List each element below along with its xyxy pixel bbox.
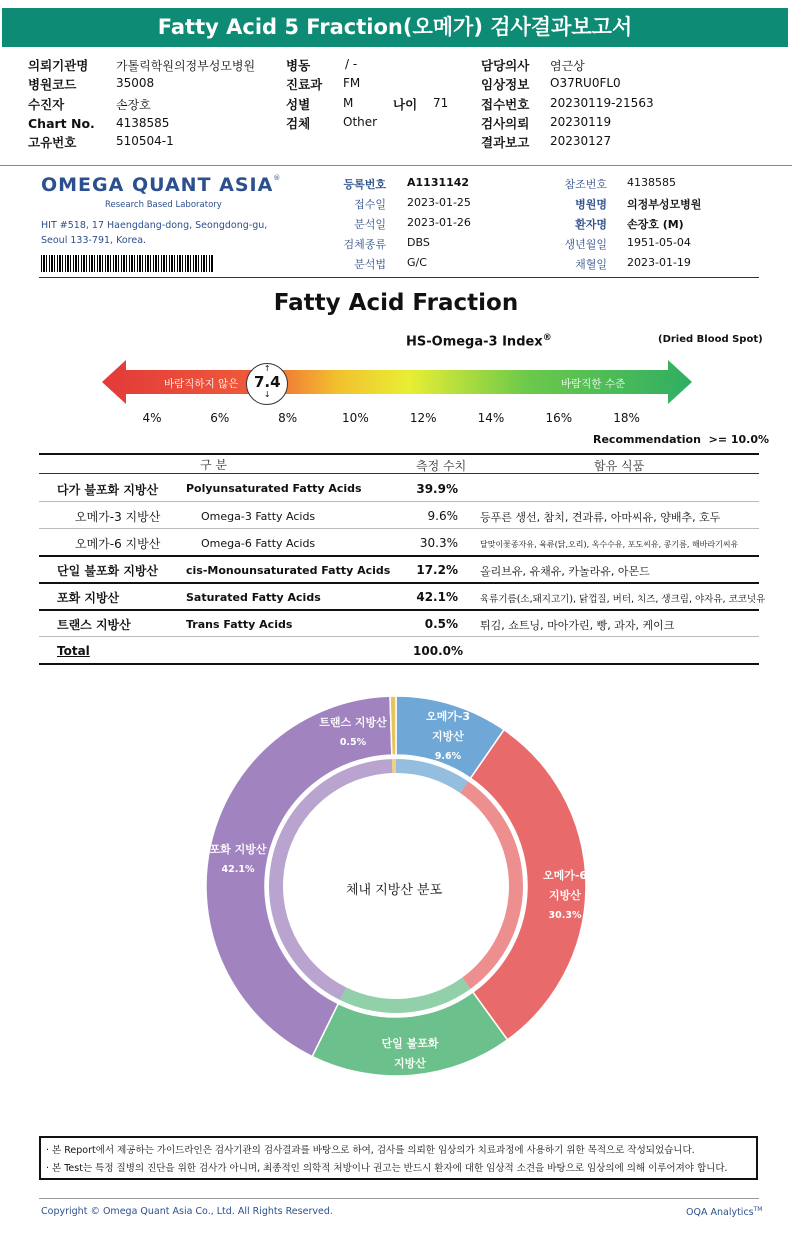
chart-no-label: Chart No. <box>28 116 95 131</box>
received-value: 2023-01-25 <box>407 196 471 209</box>
sex-value: M <box>343 96 354 110</box>
row-en: Omega-3 Fatty Acids <box>201 510 316 523</box>
unique-id-value: 510504-1 <box>116 134 174 148</box>
method-label: 분석법 <box>354 258 386 271</box>
header-divider <box>0 165 792 166</box>
undesirable-label: 바람직하지 않은 <box>164 378 239 390</box>
mono-label-1: 단일 불포화 <box>381 1037 439 1050</box>
report-date-label: 결과보고 <box>481 135 530 150</box>
section-title: Fatty Acid Fraction <box>273 290 519 316</box>
collection-date-label: 채혈일 <box>575 258 607 271</box>
row-value: 42.1% <box>416 590 458 604</box>
row-value: 9.6% <box>427 509 458 523</box>
reg-no-label: 등록번호 <box>343 178 386 191</box>
row-food: 튀김, 쇼트닝, 마아가린, 빵, 과자, 케이크 <box>480 619 675 632</box>
receipt-no-label: 접수번호 <box>481 97 530 112</box>
patient-name-value: 손장호 (M) <box>627 218 684 231</box>
hospital-value: 의정부성모병원 <box>627 198 702 211</box>
row-en: Trans Fatty Acids <box>186 618 293 631</box>
row-en: Polyunsaturated Fatty Acids <box>186 482 362 495</box>
omega3-label-1: 오메가-3 <box>425 710 471 723</box>
brand <box>686 1206 762 1218</box>
omega6-label-1: 오메가-6 <box>542 869 588 882</box>
segment-label-saturated <box>198 840 278 880</box>
hospital-code-value: 35008 <box>116 76 155 90</box>
scale-tick: 10% <box>342 411 369 425</box>
omega3-value: 9.6% <box>434 751 462 762</box>
segment-label-omega6 <box>530 866 600 926</box>
row-ko: 오메가-6 지방산 <box>75 537 161 551</box>
omega6-value: 30.3% <box>548 910 582 921</box>
index-title-mark: ® <box>542 333 552 343</box>
sample-note: (Dried Blood Spot) <box>658 334 763 345</box>
row-ko: 포화 지방산 <box>57 591 120 605</box>
row-divider <box>39 528 759 529</box>
birth-date-value: 1951-05-04 <box>627 236 691 249</box>
received-label: 접수일 <box>354 198 386 211</box>
analyzed-value: 2023-01-26 <box>407 216 471 229</box>
trans-label-1: 트랜스 지방산 <box>319 716 387 729</box>
hospital-name-value: 가톨릭학원의정부성모병원 <box>116 59 256 73</box>
scale-tick: 4% <box>142 411 162 425</box>
hospital-name-label: 의뢰기관명 <box>28 58 89 73</box>
desirable-label: 바람직한 수준 <box>561 378 626 390</box>
clinical-info-label: 임상정보 <box>481 77 530 92</box>
request-date-value: 20230119 <box>550 115 612 129</box>
table-header-rule <box>39 473 759 474</box>
row-en: Saturated Fatty Acids <box>186 591 321 604</box>
index-value: 7.4 <box>253 373 281 391</box>
omega3-label-2: 지방산 <box>432 730 464 743</box>
row-divider <box>39 582 759 584</box>
patient-label: 수진자 <box>28 97 65 112</box>
row-value: 17.2% <box>416 563 458 577</box>
reg-no-value: A1131142 <box>407 176 470 189</box>
lab-address-line1: HIT #518, 17 Haengdang-dong, Seongdong-gu, <box>41 220 268 231</box>
marker-down-icon: ↓ <box>263 390 271 399</box>
chart-no-value: 4138585 <box>116 116 170 130</box>
scale-tick: 16% <box>545 411 573 425</box>
barcode <box>41 255 213 272</box>
mono-value: 17.2% <box>393 1078 427 1089</box>
disclaimer-line-1: · 본 Report에서 제공하는 가이드라인은 검사기관의 검사결과를 바탕으로 하여, 검사를 의뢰한 임상의가 치료과정에 사용하기 위한 목적으로 작성되었습니다. <box>46 1145 695 1156</box>
saturated-value: 42.1% <box>221 864 255 875</box>
sex-label: 성별 <box>286 97 311 112</box>
report-title: Fatty Acid 5 Fraction(오메가) 검사결과보고서 <box>2 8 788 47</box>
scale-tick: 8% <box>278 411 298 425</box>
marker-up-icon: ↑ <box>263 364 271 373</box>
method-value: G/C <box>407 256 427 269</box>
col-value: 측정 수치 <box>416 459 467 473</box>
brand-mark: TM <box>753 1206 763 1213</box>
row-divider <box>39 501 759 502</box>
ref-no-value: 4138585 <box>627 176 676 189</box>
footer-divider <box>39 1198 759 1199</box>
omega6-label-2: 지방산 <box>549 889 581 902</box>
recommendation: Recommendation >= 10.0% <box>593 433 770 446</box>
segment-label-mono <box>370 1034 450 1094</box>
trans-value: 0.5% <box>339 737 367 748</box>
lab-divider <box>39 277 759 278</box>
row-food: 육류기름(소,돼지고기), 닭껍질, 버터, 치즈, 생크림, 야자유, 코코넛유 <box>480 594 766 605</box>
saturated-label-1: 포화 지방산 <box>209 843 267 856</box>
collection-date-value: 2023-01-19 <box>627 256 691 269</box>
hospital-label: 병원명 <box>575 198 607 211</box>
disclaimer-box <box>39 1136 758 1180</box>
brand-text: OQA Analytics <box>686 1207 754 1219</box>
receipt-no-value: 20230119-21563 <box>550 96 654 110</box>
specimen-type-value: DBS <box>407 236 430 249</box>
row-ko: 오메가-3 지방산 <box>75 510 161 524</box>
row-food: 올리브유, 유채유, 카놀라유, 아몬드 <box>480 565 650 578</box>
department-value: FM <box>343 76 361 90</box>
ward-value: / - <box>345 57 358 71</box>
hospital-code-label: 병원코드 <box>28 77 77 92</box>
lab-tagline: Research Based Laboratory <box>105 200 222 210</box>
col-food: 함유 식품 <box>594 459 645 473</box>
row-divider <box>39 609 759 611</box>
row-ko: 단일 불포화 지방산 <box>57 564 159 578</box>
copyright: Copyright © Omega Quant Asia Co., Ltd. All Rights Reserved. <box>41 1206 333 1217</box>
disclaimer-line-2: · 본 Test는 특정 질병의 진단을 위한 검사가 아니며, 최종적인 의학적 처방이나 권고는 반드시 환자에 대한 임상적 소견을 바탕으로 임상의에 의해 이루어져야 합니다. <box>46 1163 728 1174</box>
scale-tick: 14% <box>477 411 505 425</box>
row-divider <box>39 555 759 557</box>
inner-ring-trans <box>392 759 396 773</box>
scale-tick: 18% <box>613 411 640 425</box>
table-bottom-rule <box>39 663 759 665</box>
row-en: cis-Monounsaturated Fatty Acids <box>186 564 391 577</box>
row-divider <box>39 636 759 637</box>
lab-logo-text: OMEGA QUANT ASIA <box>41 174 274 196</box>
col-category: 구 분 <box>200 458 227 472</box>
birth-date-label: 생년월일 <box>564 238 607 251</box>
doctor-value: 염근상 <box>550 59 585 73</box>
table-top-rule <box>39 453 759 455</box>
age-value: 71 <box>433 96 449 110</box>
row-value: 0.5% <box>424 617 458 631</box>
mono-label-2: 지방산 <box>394 1057 426 1070</box>
age-label: 나이 <box>393 97 418 112</box>
request-date-label: 검사의뢰 <box>481 116 530 131</box>
row-value: 30.3% <box>419 536 458 550</box>
patient-value: 손장호 <box>116 98 151 112</box>
patient-name-label: 환자명 <box>575 218 607 231</box>
segment-label-trans <box>308 713 398 753</box>
specimen-type-label: 검체종류 <box>343 238 386 251</box>
scale-tick: 12% <box>409 411 437 425</box>
department-label: 진료과 <box>286 77 323 92</box>
unique-id-label: 고유번호 <box>28 135 77 150</box>
row-food: 달맞이꽃종자유, 육류(닭,오리), 옥수수유, 포도씨유, 콩기름, 해바라기씨유 <box>480 540 739 549</box>
donut-center-title: 체내 지방산 분포 <box>346 883 443 898</box>
row-ko: 다가 불포화 지방산 <box>57 483 159 497</box>
ward-label: 병동 <box>286 58 311 73</box>
specimen-value: Other <box>343 115 378 129</box>
clinical-info-value: O37RU0FL0 <box>550 76 621 90</box>
scale-tick: 6% <box>210 411 230 425</box>
row-en: Omega-6 Fatty Acids <box>201 537 316 550</box>
index-title-text: HS-Omega-3 Index <box>406 334 543 350</box>
index-title <box>406 333 552 349</box>
lab-logo-mark: ® <box>273 174 281 182</box>
specimen-label: 검체 <box>286 116 311 131</box>
row-ko: Total <box>57 644 90 658</box>
row-value: 39.9% <box>416 482 458 496</box>
report-date-value: 20230127 <box>550 134 612 148</box>
analyzed-label: 분석일 <box>354 218 386 231</box>
index-marker <box>246 363 288 405</box>
row-value: 100.0% <box>413 644 463 658</box>
doctor-label: 담당의사 <box>481 58 530 73</box>
lab-address-line2: Seoul 133-791, Korea. <box>41 235 147 246</box>
row-food: 등푸른 생선, 참치, 견과류, 아마씨유, 양배추, 호두 <box>480 511 721 524</box>
ref-no-label: 참조번호 <box>564 178 607 191</box>
segment-label-omega3 <box>413 707 483 767</box>
row-ko: 트랜스 지방산 <box>57 618 131 632</box>
